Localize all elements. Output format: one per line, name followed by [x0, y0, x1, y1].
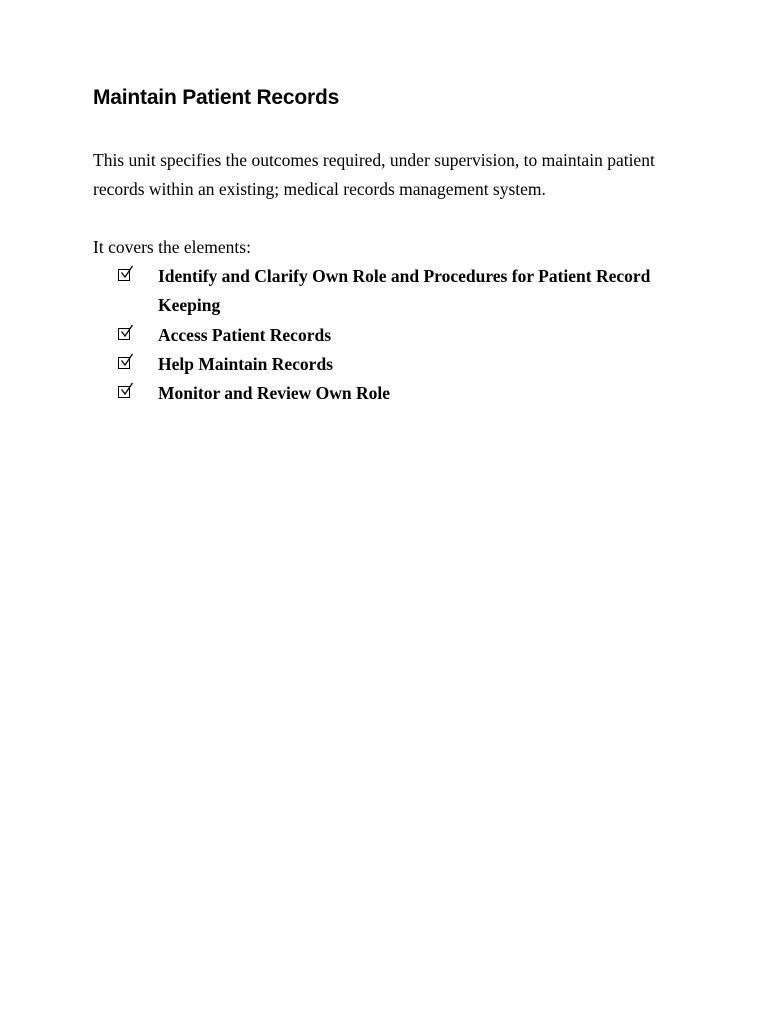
page-title: Maintain Patient Records — [93, 86, 340, 109]
covers-label: It covers the elements: — [93, 237, 251, 257]
intro-paragraph: This unit specifies the outcomes required, under supervision, to maintain patient records within an existing; medical records management system. — [93, 150, 655, 199]
element-label: Help Maintain Records — [158, 353, 333, 374]
list-item — [93, 321, 693, 350]
element-label: Access Patient Records — [158, 324, 332, 345]
list-item — [93, 350, 693, 379]
checked-box-icon — [118, 269, 130, 281]
list-item — [93, 262, 693, 321]
checked-box-icon — [118, 328, 130, 340]
element-label: Identify and Clarify Own Role and Procedures for Patient Record Keeping — [158, 266, 651, 316]
element-label: Monitor and Review Own Role — [158, 383, 391, 404]
checked-box-icon — [118, 386, 130, 398]
list-item — [93, 379, 693, 408]
checked-box-icon — [118, 357, 130, 369]
document-page — [93, 84, 693, 408]
elements-list — [93, 262, 693, 408]
